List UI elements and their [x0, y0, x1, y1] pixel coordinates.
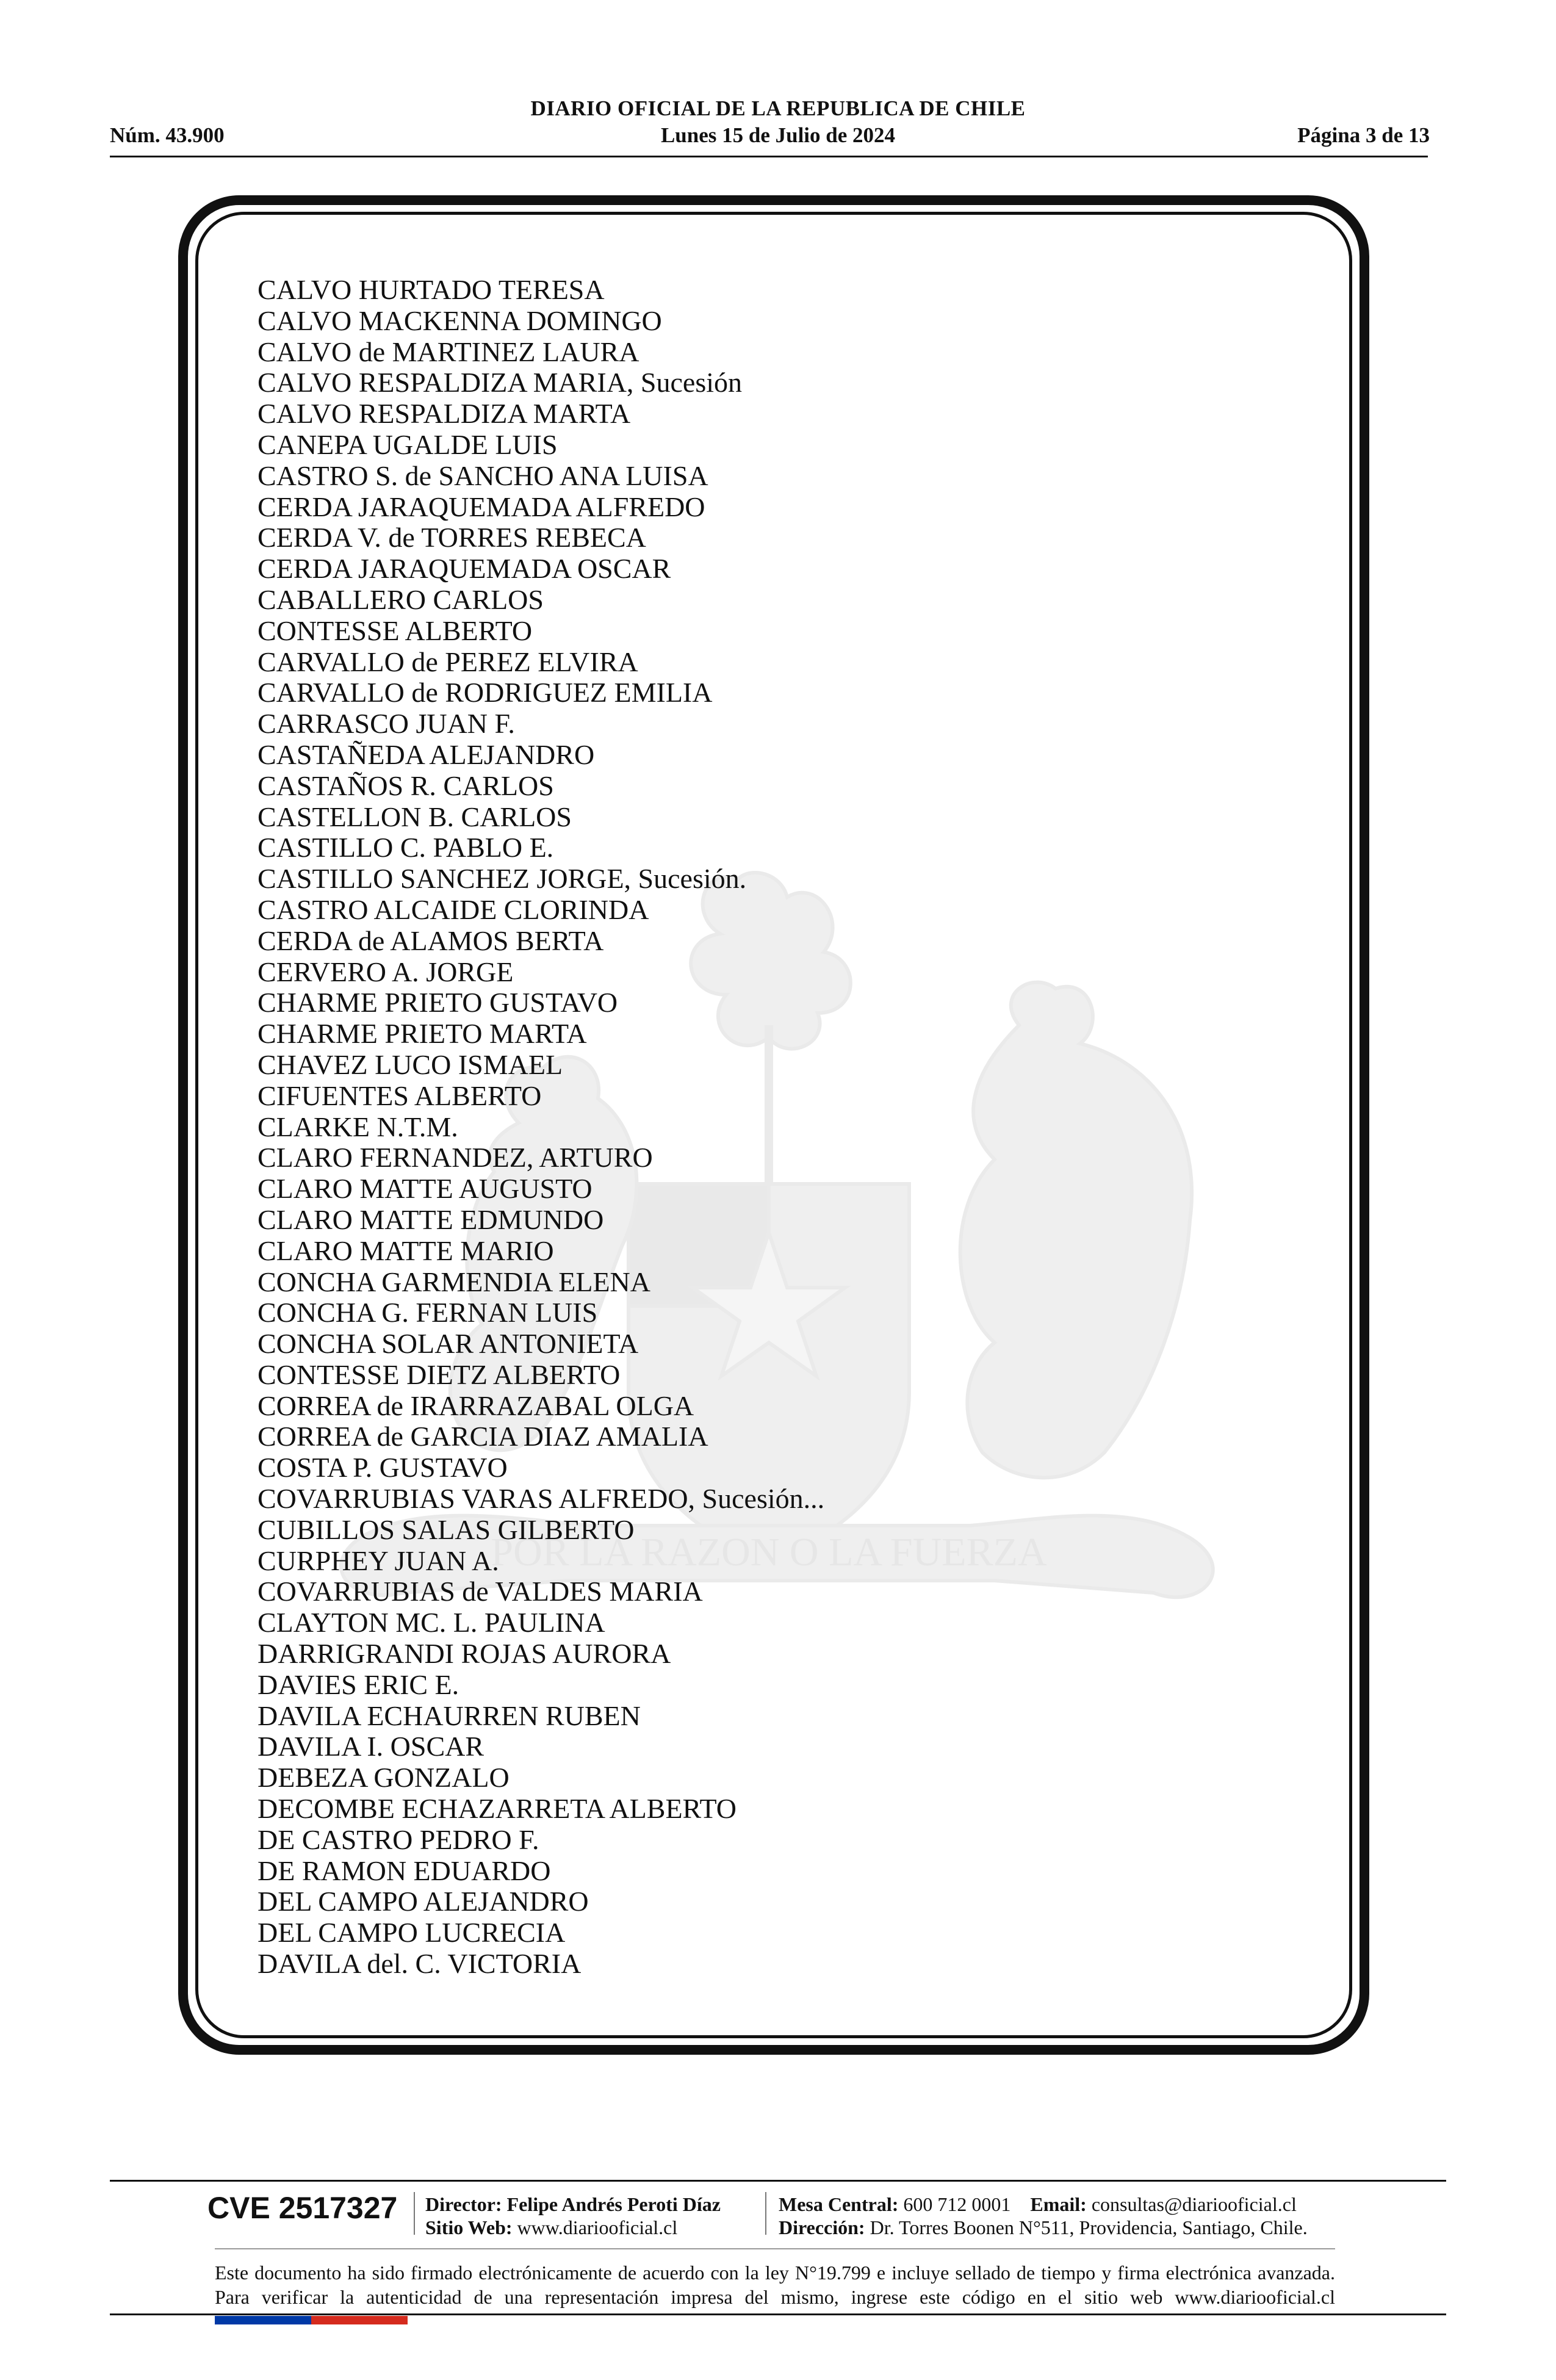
name-entry: DAVILA I. OSCAR	[258, 1731, 484, 1762]
flag-segment	[311, 2316, 359, 2324]
cve-code: CVE 2517327	[207, 2191, 398, 2225]
name-entry: CASTRO ALCAIDE CLORINDA	[258, 893, 649, 925]
name-entry: CHARME PRIETO MARTA	[258, 1018, 587, 1050]
name-entry: CASTAÑEDA ALEJANDRO	[258, 738, 595, 770]
name-entry: CLARKE N.T.M.	[258, 1111, 458, 1142]
website-label: Sitio Web:	[425, 2216, 513, 2238]
name-entry: CARRASCO JUAN F.	[258, 708, 515, 740]
name-entry: CERVERO A. JORGE	[258, 956, 514, 987]
page-indicator: Página 3 de 13	[1297, 123, 1430, 147]
name-entry: CERDA JARAQUEMADA OSCAR	[258, 553, 671, 585]
name-entry: CASTRO S. de SANCHO ANA LUISA	[258, 460, 708, 491]
website-line	[425, 2218, 677, 2237]
name-entry: CERDA JARAQUEMADA ALFREDO	[258, 491, 705, 522]
name-entry: CONTESSE DIETZ ALBERTO	[258, 1358, 621, 1390]
name-entry: CLAYTON MC. L. PAULINA	[258, 1607, 605, 1639]
director-name: Felipe Andrés Peroti Díaz	[506, 2193, 721, 2215]
name-entry: CLARO MATTE MARIO	[258, 1235, 554, 1266]
name-entry: CALVO RESPALDIZA MARIA, Sucesión	[258, 367, 743, 398]
name-entry: DE CASTRO PEDRO F.	[258, 1823, 539, 1855]
address-line	[779, 2218, 1308, 2237]
director-label: Director:	[425, 2193, 502, 2215]
name-entry: CORREA de IRARRAZABAL OLGA	[258, 1390, 694, 1421]
name-entry: CERDA V. de TORRES REBECA	[258, 522, 646, 554]
name-entry: CALVO RESPALDIZA MARTA	[258, 398, 631, 430]
name-entry: DECOMBE ECHAZARRETA ALBERTO	[258, 1793, 737, 1825]
footer-separator	[765, 2192, 766, 2235]
address-label: Dirección:	[779, 2216, 865, 2238]
footer-separator	[414, 2192, 415, 2235]
footer-divider-mid	[215, 2248, 1335, 2249]
name-entry: CONCHA SOLAR ANTONIETA	[258, 1328, 639, 1360]
name-entry: CLARO MATTE EDMUNDO	[258, 1203, 604, 1235]
director-line	[425, 2194, 721, 2214]
name-entry: CUBILLOS SALAS GILBERTO	[258, 1513, 635, 1545]
name-entry: CABALLERO CARLOS	[258, 583, 544, 615]
name-entry: CHAVEZ LUCO ISMAEL	[258, 1048, 563, 1080]
name-entry: DAVILA del. C. VICTORIA	[258, 1948, 582, 1980]
flag-segment	[215, 2316, 263, 2324]
name-entry: DEL CAMPO ALEJANDRO	[258, 1886, 589, 1917]
issue-number: Núm. 43.900	[110, 123, 225, 147]
name-entry: CONTESSE ALBERTO	[258, 615, 533, 646]
name-entry: CASTILLO SANCHEZ JORGE, Sucesión.	[258, 863, 747, 895]
website-link[interactable]: www.diariooficial.cl	[517, 2216, 678, 2238]
legal-notice: Este documento ha sido firmado electrónicamente de acuerdo con la ley N°19.799 e incluye sellado de tiempo y firma electrónica avanzada. Para verificar la autenticidad de una representación impresa del mismo, ingrese este código en el sitio web www.diariooficial.cl	[215, 2262, 1335, 2308]
email-link[interactable]: consultas@diariooficial.cl	[1091, 2193, 1297, 2215]
name-entry: CORREA de GARCIA DIAZ AMALIA	[258, 1421, 708, 1452]
name-entry: CALVO de MARTINEZ LAURA	[258, 336, 639, 367]
name-entry: COSTA P. GUSTAVO	[258, 1452, 508, 1484]
names-list	[258, 275, 824, 1980]
name-entry: CARVALLO de PEREZ ELVIRA	[258, 646, 638, 677]
name-entry: CERDA de ALAMOS BERTA	[258, 925, 604, 956]
name-entry: CALVO MACKENNA DOMINGO	[258, 305, 662, 336]
address-value: Dr. Torres Boonen N°511, Providencia, Santiago, Chile.	[870, 2216, 1308, 2238]
publication-title: DIARIO OFICIAL DE LA REPUBLICA DE CHILE	[530, 96, 1026, 120]
name-entry: DARRIGRANDI ROJAS AURORA	[258, 1638, 671, 1670]
name-entry: CONCHA G. FERNAN LUIS	[258, 1297, 598, 1329]
name-entry: CONCHA GARMENDIA ELENA	[258, 1266, 650, 1297]
name-entry: COVARRUBIAS de VALDES MARIA	[258, 1576, 703, 1607]
name-entry: CLARO FERNANDEZ, ARTURO	[258, 1142, 653, 1174]
watermark-motto: POR LA RAZON O LA FUERZA	[491, 1530, 1047, 1574]
header-divider	[110, 156, 1428, 157]
name-entry: CARVALLO de RODRIGUEZ EMILIA	[258, 677, 713, 709]
name-entry: CASTILLO C. PABLO E.	[258, 832, 554, 864]
name-entry: DEBEZA GONZALO	[258, 1762, 510, 1794]
name-entry: CASTAÑOS R. CARLOS	[258, 770, 554, 801]
name-entry: CIFUENTES ALBERTO	[258, 1080, 542, 1111]
name-entry: CASTELLON B. CARLOS	[258, 801, 572, 832]
flag-segment	[359, 2316, 408, 2324]
name-entry: DAVILA ECHAURREN RUBEN	[258, 1700, 641, 1731]
phone-label: Mesa Central:	[779, 2193, 899, 2215]
footer-divider-top	[110, 2180, 1446, 2182]
name-entry: DE RAMON EDUARDO	[258, 1855, 551, 1886]
name-entry: CHARME PRIETO GUSTAVO	[258, 987, 618, 1019]
name-entry: DEL CAMPO LUCRECIA	[258, 1917, 566, 1949]
contact-line	[779, 2194, 1297, 2214]
name-entry: DAVIES ERIC E.	[258, 1668, 459, 1700]
name-entry: CLARO MATTE AUGUSTO	[258, 1173, 593, 1205]
publication-date: Lunes 15 de Julio de 2024	[660, 123, 896, 147]
phone-value: 600 712 0001	[903, 2193, 1011, 2215]
flag-stripe	[215, 2316, 408, 2324]
email-label: Email:	[1030, 2193, 1087, 2215]
footer-divider-bottom	[110, 2313, 1446, 2315]
name-entry: CALVO HURTADO TERESA	[258, 274, 605, 305]
name-entry: CURPHEY JUAN A.	[258, 1545, 499, 1576]
name-entry: CANEPA UGALDE LUIS	[258, 428, 558, 460]
flag-segment	[263, 2316, 311, 2324]
name-entry: COVARRUBIAS VARAS ALFREDO, Sucesión...	[258, 1483, 825, 1515]
